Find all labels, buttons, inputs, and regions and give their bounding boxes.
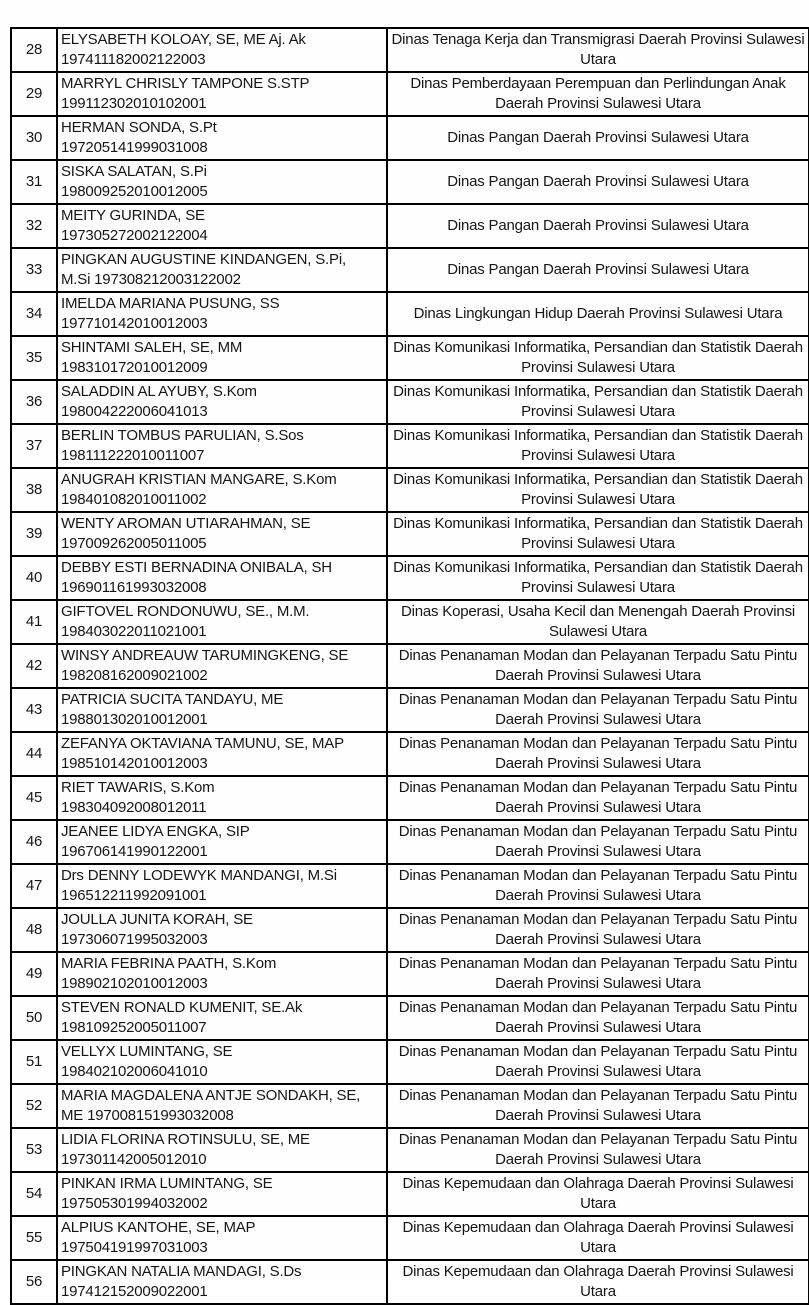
employee-name: PATRICIA SUCITA TANDAYU, ME <box>61 691 284 708</box>
employee-cell <box>57 1260 387 1304</box>
employee-cell <box>57 1216 387 1260</box>
row-number-cell: 54 <box>11 1172 57 1216</box>
employee-cell <box>57 204 387 248</box>
row-number-cell: 29 <box>11 72 57 116</box>
row-number-cell: 42 <box>11 644 57 688</box>
table-row <box>11 1260 809 1304</box>
department-cell: Dinas Komunikasi Informatika, Persandian dan Statistik Daerah Provinsi Sulawesi Utara <box>387 424 809 468</box>
department-cell: Dinas Komunikasi Informatika, Persandian dan Statistik Daerah Provinsi Sulawesi Utara <box>387 556 809 600</box>
table-row <box>11 28 809 72</box>
employee-name: MARRYL CHRISLY TAMPONE S.STP <box>61 75 310 92</box>
employee-cell <box>57 424 387 468</box>
employee-cell <box>57 776 387 820</box>
employee-cell <box>57 292 387 336</box>
employee-nip: 198403022011021001 <box>61 623 207 640</box>
department-cell: Dinas Koperasi, Usaha Kecil dan Menengah Daerah Provinsi Sulawesi Utara <box>387 600 809 644</box>
row-number-cell: 39 <box>11 512 57 556</box>
row-number-cell: 49 <box>11 952 57 996</box>
employee-name: ELYSABETH KOLOAY, SE, ME Aj. Ak <box>61 31 306 48</box>
employee-nip: 197504191997031003 <box>61 1239 208 1256</box>
row-number-cell: 33 <box>11 248 57 292</box>
department-cell: Dinas Penanaman Modan dan Pelayanan Terpadu Satu Pintu Daerah Provinsi Sulawesi Utara <box>387 996 809 1040</box>
employee-nip: 198009252010012005 <box>61 183 208 200</box>
department-cell: Dinas Penanaman Modan dan Pelayanan Terpadu Satu Pintu Daerah Provinsi Sulawesi Utara <box>387 1128 809 1172</box>
employee-nip: 197205141999031008 <box>61 139 208 156</box>
employee-nip: 198401082010011002 <box>61 491 207 508</box>
employee-cell <box>57 72 387 116</box>
row-number-cell: 56 <box>11 1260 57 1304</box>
employee-cell <box>57 336 387 380</box>
row-number-cell: 44 <box>11 732 57 776</box>
employee-cell <box>57 688 387 732</box>
employee-name: Drs DENNY LODEWYK MANDANGI, M.Si <box>61 867 337 884</box>
table-row <box>11 160 809 204</box>
employee-name: SALADDIN AL AYUBY, S.Kom <box>61 383 257 400</box>
row-number-cell: 38 <box>11 468 57 512</box>
employee-name: VELLYX LUMINTANG, SE <box>61 1043 233 1060</box>
row-number-cell: 31 <box>11 160 57 204</box>
employee-nip: 198004222006041013 <box>61 403 208 420</box>
row-number-cell: 36 <box>11 380 57 424</box>
department-cell: Dinas Komunikasi Informatika, Persandian dan Statistik Daerah Provinsi Sulawesi Utara <box>387 468 809 512</box>
department-cell: Dinas Lingkungan Hidup Daerah Provinsi Sulawesi Utara <box>387 292 809 336</box>
employee-name: IMELDA MARIANA PUSUNG, SS <box>61 295 280 312</box>
employee-name: BERLIN TOMBUS PARULIAN, S.Sos <box>61 427 304 444</box>
table-row <box>11 380 809 424</box>
employee-cell <box>57 116 387 160</box>
employee-nip: 198510142010012003 <box>61 755 208 772</box>
department-cell: Dinas Penanaman Modan dan Pelayanan Terpadu Satu Pintu Daerah Provinsi Sulawesi Utara <box>387 820 809 864</box>
employee-nip: 197009262005011005 <box>61 535 207 552</box>
employee-name: PINGKAN AUGUSTINE KINDANGEN, S.Pi, <box>61 251 346 268</box>
employee-name: WENTY AROMAN UTIARAHMAN, SE <box>61 515 311 532</box>
row-number-cell: 52 <box>11 1084 57 1128</box>
employee-nip: 198902102010012003 <box>61 975 208 992</box>
employee-name: GIFTOVEL RONDONUWU, SE., M.M. <box>61 603 310 620</box>
table-row <box>11 248 809 292</box>
row-number-cell: 43 <box>11 688 57 732</box>
department-cell: Dinas Penanaman Modan dan Pelayanan Terpadu Satu Pintu Daerah Provinsi Sulawesi Utara <box>387 952 809 996</box>
table-row <box>11 1084 809 1128</box>
table-row <box>11 336 809 380</box>
row-number-cell: 50 <box>11 996 57 1040</box>
department-cell: Dinas Penanaman Modan dan Pelayanan Terpadu Satu Pintu Daerah Provinsi Sulawesi Utara <box>387 908 809 952</box>
table-row <box>11 204 809 248</box>
employee-nip: 198801302010012001 <box>61 711 208 728</box>
row-number-cell: 45 <box>11 776 57 820</box>
employee-name: MEITY GURINDA, SE <box>61 207 205 224</box>
department-cell: Dinas Penanaman Modan dan Pelayanan Terpadu Satu Pintu Daerah Provinsi Sulawesi Utara <box>387 644 809 688</box>
employee-nip: 197305272002122004 <box>61 227 208 244</box>
employee-cell <box>57 380 387 424</box>
table-row <box>11 952 809 996</box>
employee-name: MARIA FEBRINA PAATH, S.Kom <box>61 955 277 972</box>
employee-cell <box>57 512 387 556</box>
table-row <box>11 776 809 820</box>
employee-nip: 197412152009022001 <box>61 1283 208 1300</box>
table-row <box>11 1216 809 1260</box>
department-cell: Dinas Kepemudaan dan Olahraga Daerah Provinsi Sulawesi Utara <box>387 1172 809 1216</box>
row-number-cell: 48 <box>11 908 57 952</box>
department-cell: Dinas Penanaman Modan dan Pelayanan Terpadu Satu Pintu Daerah Provinsi Sulawesi Utara <box>387 732 809 776</box>
department-cell: Dinas Penanaman Modan dan Pelayanan Terpadu Satu Pintu Daerah Provinsi Sulawesi Utara <box>387 776 809 820</box>
employee-nip: 197710142010012003 <box>61 315 208 332</box>
employee-nip: 196901161993032008 <box>61 579 207 596</box>
table-row <box>11 864 809 908</box>
row-number-cell: 53 <box>11 1128 57 1172</box>
employee-name: PINGKAN NATALIA MANDAGI, S.Ds <box>61 1263 302 1280</box>
employee-cell <box>57 600 387 644</box>
department-cell: Dinas Komunikasi Informatika, Persandian dan Statistik Daerah Provinsi Sulawesi Utara <box>387 336 809 380</box>
table-row <box>11 908 809 952</box>
employee-name: WINSY ANDREAUW TARUMINGKENG, SE <box>61 647 349 664</box>
table-row <box>11 644 809 688</box>
employee-name: ZEFANYA OKTAVIANA TAMUNU, SE, MAP <box>61 735 344 752</box>
department-cell: Dinas Penanaman Modan dan Pelayanan Terpadu Satu Pintu Daerah Provinsi Sulawesi Utara <box>387 688 809 732</box>
employee-name: ALPIUS KANTOHE, SE, MAP <box>61 1219 256 1236</box>
table-row <box>11 424 809 468</box>
table-row <box>11 1128 809 1172</box>
employee-cell <box>57 1128 387 1172</box>
department-cell: Dinas Tenaga Kerja dan Transmigrasi Daerah Provinsi Sulawesi Utara <box>387 28 809 72</box>
employee-nip: 198310172010012009 <box>61 359 208 376</box>
employee-cell <box>57 28 387 72</box>
employee-name: SISKA SALATAN, S.Pi <box>61 163 207 180</box>
employee-nip: 196512211992091001 <box>61 887 207 904</box>
table-row <box>11 600 809 644</box>
employee-name: STEVEN RONALD KUMENIT, SE.Ak <box>61 999 303 1016</box>
table-row <box>11 1172 809 1216</box>
employee-cell <box>57 248 387 292</box>
table-row <box>11 732 809 776</box>
table-row <box>11 116 809 160</box>
row-number-cell: 34 <box>11 292 57 336</box>
row-number-cell: 28 <box>11 28 57 72</box>
employee-nip: 197411182002122003 <box>61 51 206 68</box>
employee-nip: 198402102006041010 <box>61 1063 208 1080</box>
department-cell: Dinas Pangan Daerah Provinsi Sulawesi Utara <box>387 248 809 292</box>
employee-name: RIET TAWARIS, S.Kom <box>61 779 215 796</box>
department-cell: Dinas Kepemudaan dan Olahraga Daerah Provinsi Sulawesi Utara <box>387 1260 809 1304</box>
table-row <box>11 820 809 864</box>
table-row <box>11 72 809 116</box>
employee-nip: M.Si 197308212003122002 <box>61 271 241 288</box>
employee-cell <box>57 1084 387 1128</box>
employee-cell <box>57 952 387 996</box>
row-number-cell: 55 <box>11 1216 57 1260</box>
employee-nip: 198304092008012011 <box>61 799 207 816</box>
department-cell: Dinas Penanaman Modan dan Pelayanan Terpadu Satu Pintu Daerah Provinsi Sulawesi Utara <box>387 864 809 908</box>
department-cell: Dinas Pangan Daerah Provinsi Sulawesi Utara <box>387 116 809 160</box>
employee-cell <box>57 1040 387 1084</box>
employee-nip: ME 197008151993032008 <box>61 1107 234 1124</box>
row-number-cell: 47 <box>11 864 57 908</box>
department-cell: Dinas Pangan Daerah Provinsi Sulawesi Utara <box>387 204 809 248</box>
employee-nip: 199112302010102001 <box>61 95 207 112</box>
employee-name: DEBBY ESTI BERNADINA ONIBALA, SH <box>61 559 332 576</box>
row-number-cell: 35 <box>11 336 57 380</box>
row-number-cell: 46 <box>11 820 57 864</box>
department-cell: Dinas Penanaman Modan dan Pelayanan Terpadu Satu Pintu Daerah Provinsi Sulawesi Utara <box>387 1084 809 1128</box>
table-row <box>11 468 809 512</box>
employee-cell <box>57 1172 387 1216</box>
employee-nip: 197505301994032002 <box>61 1195 208 1212</box>
employee-nip: 197306071995032003 <box>61 931 208 948</box>
employee-name: SHINTAMI SALEH, SE, MM <box>61 339 243 356</box>
employee-name: PINKAN IRMA LUMINTANG, SE <box>61 1175 273 1192</box>
department-cell: Dinas Komunikasi Informatika, Persandian dan Statistik Daerah Provinsi Sulawesi Utara <box>387 380 809 424</box>
employee-nip: 198208162009021002 <box>61 667 208 684</box>
employee-cell <box>57 556 387 600</box>
employee-cell <box>57 908 387 952</box>
department-cell: Dinas Penanaman Modan dan Pelayanan Terpadu Satu Pintu Daerah Provinsi Sulawesi Utara <box>387 1040 809 1084</box>
employee-cell <box>57 996 387 1040</box>
employee-cell <box>57 864 387 908</box>
employee-name: LIDIA FLORINA ROTINSULU, SE, ME <box>61 1131 310 1148</box>
employee-cell <box>57 468 387 512</box>
employee-cell <box>57 820 387 864</box>
table-row <box>11 292 809 336</box>
employee-nip: 198111222010011007 <box>61 447 205 464</box>
department-cell: Dinas Kepemudaan dan Olahraga Daerah Provinsi Sulawesi Utara <box>387 1216 809 1260</box>
employee-name: JOULLA JUNITA KORAH, SE <box>61 911 253 928</box>
employee-nip: 197301142005012010 <box>61 1151 207 1168</box>
table-row <box>11 688 809 732</box>
department-cell: Dinas Pangan Daerah Provinsi Sulawesi Utara <box>387 160 809 204</box>
row-number-cell: 40 <box>11 556 57 600</box>
employee-cell <box>57 732 387 776</box>
row-number-cell: 41 <box>11 600 57 644</box>
employee-nip: 198109252005011007 <box>61 1019 207 1036</box>
department-cell: Dinas Komunikasi Informatika, Persandian dan Statistik Daerah Provinsi Sulawesi Utara <box>387 512 809 556</box>
employee-nip: 196706141990122001 <box>61 843 208 860</box>
row-number-cell: 37 <box>11 424 57 468</box>
employee-name: MARIA MAGDALENA ANTJE SONDAKH, SE, <box>61 1087 361 1104</box>
row-number-cell: 51 <box>11 1040 57 1084</box>
table-row <box>11 1040 809 1084</box>
row-number-cell: 30 <box>11 116 57 160</box>
table-row <box>11 512 809 556</box>
employee-cell <box>57 644 387 688</box>
table-row <box>11 556 809 600</box>
row-number-cell: 32 <box>11 204 57 248</box>
employee-name: JEANEE LIDYA ENGKA, SIP <box>61 823 250 840</box>
personnel-table-body <box>11 28 809 1304</box>
personnel-table <box>10 27 809 1305</box>
table-row <box>11 996 809 1040</box>
employee-cell <box>57 160 387 204</box>
employee-name: HERMAN SONDA, S.Pt <box>61 119 217 136</box>
department-cell: Dinas Pemberdayaan Perempuan dan Perlindungan Anak Daerah Provinsi Sulawesi Utara <box>387 72 809 116</box>
employee-name: ANUGRAH KRISTIAN MANGARE, S.Kom <box>61 471 337 488</box>
